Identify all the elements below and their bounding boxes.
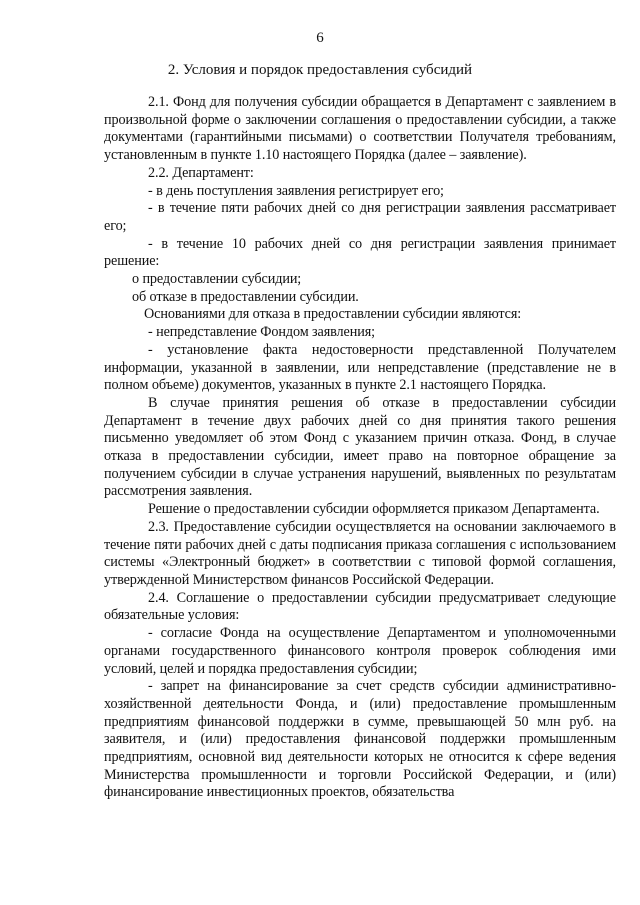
refusal-ground-2: - установление факта недостоверности представленной Получателем информации, указанной в заявлении, или непредставление (представление не в полном объеме) документов, указанных в пункте 2.1 настоящего Порядка. bbox=[104, 341, 616, 394]
page-number: 6 bbox=[316, 30, 324, 46]
paragraph-2-2-heading: 2.2. Департамент: bbox=[148, 164, 254, 181]
condition-consent: - согласие Фонда на осуществление Департаментом и уполномоченными органами государственного финансового контроля проверок соблюдения ими условий, целей и порядка предоставления субсидии; bbox=[104, 625, 616, 677]
list-item-review: - в течение пяти рабочих дней со дня регистрации заявления рассматривает его; bbox=[104, 200, 616, 234]
decision-grant: о предоставлении субсидии; bbox=[132, 271, 302, 288]
decision-refuse: об отказе в предоставлении субсидии. bbox=[132, 288, 359, 305]
list-item-decision: - в течение 10 рабочих дней со дня регистрации заявления принимает решение: bbox=[104, 235, 616, 270]
list-item-register: - в день поступления заявления регистрирует его; bbox=[148, 182, 444, 199]
condition-prohibition: - запрет на финансирование за счет средств субсидии административно-хозяйственной деятельности Фонда, и (или) предоставление промышленным предприятиям финансовой поддержки в сумме, превышающей 50 млн руб. на заявителя, и (или) предоставления финансовой поддержки промышленным предприятиям, основной вид деятельности которых не относится к сфере ведения Министерства промышленности и торговли Российской Федерации, и (или) финансирование инвестиционных проектов, обязательства bbox=[104, 678, 616, 801]
paragraph-2-3: 2.3. Предоставление субсидии осуществляется на основании заключаемого в течение пяти рабочих дней с даты подписания приказа соглашения с использованием системы «Электронный бюджет» в соответствии с типовой формой соглашения, утвержденной Министерством финансов Российской Федерации. bbox=[104, 518, 616, 588]
paragraph-refusal-notice: В случае принятия решения об отказе в предоставлении субсидии Департамент в течение двух рабочих дней со дня принятия такого решения письменно уведомляет об этом Фонд с указанием причин отказа. Фонд, в случае отказа в предоставлении субсидии, имеет право на повторное обращение за получением субсидии в случае устранения нарушений, выявленных по результатам рассмотрения заявления. bbox=[104, 394, 616, 500]
section-heading: 2. Условия и порядок предоставления субсидий bbox=[167, 62, 473, 78]
paragraph-2-1: 2.1. Фонд для получения субсидии обращается в Департамент с заявлением в произвольной форме о заключении соглашения о предоставлении субсидии, а также документами (гарантийными письмами) о соответствии Получателя требованиям, установленным в пункте 1.10 настоящего Порядка (далее – заявление). bbox=[104, 94, 616, 164]
paragraph-2-4: 2.4. Соглашение о предоставлении субсидии предусматривает следующие обязательные условия: bbox=[104, 589, 616, 624]
paragraph-decision-order: Решение о предоставлении субсидии оформляется приказом Департамента. bbox=[148, 501, 600, 518]
document-body bbox=[104, 94, 616, 802]
refusal-grounds-heading: Основаниями для отказа в предоставлении субсидии являются: bbox=[144, 306, 522, 323]
refusal-ground-1: - непредставление Фондом заявления; bbox=[148, 324, 375, 341]
